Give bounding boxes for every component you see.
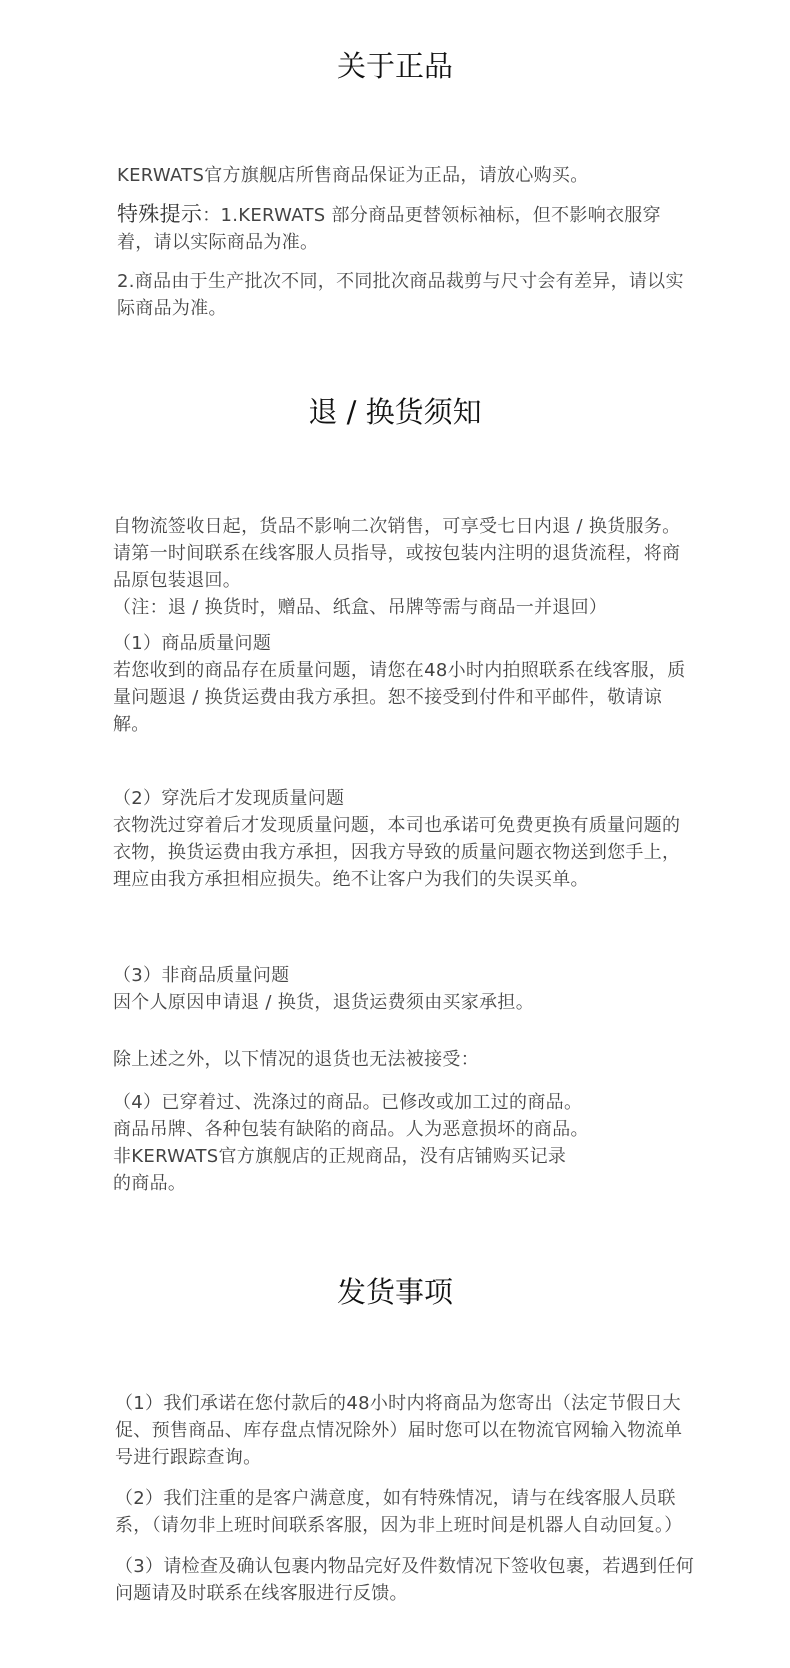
authenticity-statement: KERWATS官方旗舰店所售商品保证为正品，请放心购买。 [117,165,589,186]
shipping-item-3: （3）请检查及确认包裹内物品完好及件数情况下签收包裹，若遇到任何问题请及时联系在线客服进行反馈。 [115,1556,695,1604]
post-wash-text: 衣物洗过穿着后才发现质量问题，本司也承诺可免费更换有质量问题的衣物，换货运费由我方承担，因我方导致的质量问题衣物送到您手上，理应由我方承担相应损失。绝不让客户为我们的失误买单。 [113,815,681,890]
exceptions-intro: 除上述之外，以下情况的退货也无法被接受： [113,1049,479,1070]
post-wash-title: （2）穿洗后才发现质量问题 [113,788,345,809]
quality-issue-title: （1）商品质量问题 [113,633,272,654]
quality-issue-text: 若您收到的商品存在质量问题，请您在48小时内拍照联系在线客服，质量问题退 / 换货运费由我方承担。恕不接受到付件和平邮件，敬请谅解。 [113,660,686,735]
post-wash-section [113,785,693,893]
shipping-heading: 发货事项 [336,1275,453,1309]
return-intro: 自物流签收日起，货品不影响二次销售，可享受七日内退 / 换货服务。请第一时间联系在线客服人员指导，或按包装内注明的退货流程，将商品原包装退回。 [113,516,681,591]
return-intro-section [113,513,698,621]
return-exchange-heading: 退 / 换货须知 [308,395,482,429]
non-quality-title: （3）非商品质量问题 [113,965,290,986]
non-quality-text: 因个人原因申请退 / 换货，退货运费须由买家承担。 [113,992,535,1013]
batch-note: 2.商品由于生产批次不同，不同批次商品裁剪与尺寸会有差异，请以实际商品为准。 [117,271,684,319]
exceptions-intro-section [113,1046,693,1073]
special-tip [117,201,697,256]
shipping-item-1: （1）我们承诺在您付款后的48小时内将商品为您寄出（法定节假日大促、预售商品、库存盘点情况除外）届时您可以在物流官网输入物流单号进行跟踪查询。 [115,1393,683,1468]
special-tip-label: 特殊提示 [117,202,203,226]
exceptions-line-1: （4）已穿着过、洗涤过的商品。已修改或加工过的商品。 [113,1092,583,1113]
exceptions-line-4: 的商品。 [113,1173,187,1194]
authenticity-section [117,162,697,322]
shipping-section [115,1390,700,1607]
non-quality-section [113,962,693,1016]
special-tip-text: ：1.KERWATS 部分商品更替领标袖标，但不影响衣服穿着，请以实际商品为准。 [117,205,661,253]
authenticity-heading: 关于正品 [336,49,453,83]
exceptions-line-2: 商品吊牌、各种包装有缺陷的商品。人为恶意损坏的商品。 [113,1119,589,1140]
exceptions-line-3: 非KERWATS官方旗舰店的正规商品，没有店铺购买记录 [113,1146,567,1167]
shipping-item-2: （2）我们注重的是客户满意度，如有特殊情况，请与在线客服人员联系，（请勿非上班时间联系客服，因为非上班时间是机器人自动回复。） [115,1488,683,1536]
exceptions-list-section [113,1089,713,1197]
quality-issue-section [113,630,693,738]
return-note: （注：退 / 换货时，赠品、纸盒、吊牌等需与商品一并退回） [113,597,608,618]
